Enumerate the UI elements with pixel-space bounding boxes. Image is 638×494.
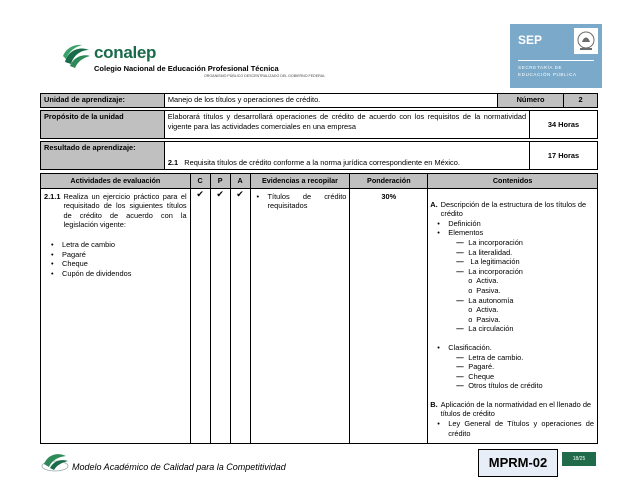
autonomia-list [456, 296, 594, 306]
activity-item: • Cupón de dividendos [48, 269, 187, 279]
activities-header-row [41, 174, 598, 189]
contenido-a-text: Descripción de la estructura de los títulos de crédito [440, 199, 587, 219]
proposito-horas: 34 Horas [530, 111, 598, 139]
header-p: P [210, 174, 230, 189]
sep-line-2: EDUCACIÓN PÚBLICA [518, 72, 577, 77]
contenido-item: • Clasificación. [434, 343, 594, 353]
contenido-b-items [434, 419, 594, 438]
contenido-a-letter: A. [430, 199, 438, 209]
incorporacion-sub [468, 276, 594, 295]
elemento-item: — La incorporación [456, 238, 594, 248]
activity-item: • Letra de cambio [48, 240, 187, 250]
unidad-label: Unidad de aprendizaje: [41, 94, 165, 108]
clasificacion-item: — Pagaré. [456, 362, 594, 372]
resultado-number: 2.1 [167, 158, 179, 168]
logo-wordmark: conalep [94, 43, 157, 62]
ponderacion-value: 30% [350, 188, 428, 443]
conalep-footer-emblem-icon [40, 448, 70, 474]
elemento-item: — La autonomía [456, 296, 594, 306]
activity-item: • Pagaré [48, 250, 187, 260]
clasificacion-item: — Letra de cambio. [456, 353, 594, 363]
header-actividades: Actividades de evaluación [41, 174, 191, 189]
elementos-list [456, 238, 594, 276]
activity-cell [41, 188, 191, 443]
sub-item: o Pasiva. [468, 286, 594, 296]
header-ponderacion: Ponderación [350, 174, 428, 189]
conalep-logo [62, 40, 332, 86]
activities-table [40, 173, 598, 444]
contenido-item: • Ley General de Títulos y operaciones de crédito [434, 419, 594, 438]
clasificacion-item: — Otros títulos de crédito [456, 381, 594, 391]
contenido-b-letter: B. [430, 399, 438, 409]
elemento-item: — La legitimación [456, 257, 594, 267]
unidad-row [40, 93, 598, 108]
header-c: C [190, 174, 210, 189]
activity-items [48, 240, 187, 278]
header-contenidos: Contenidos [428, 174, 598, 189]
unidad-value: Manejo de los títulos y operaciones de crédito. [164, 94, 497, 108]
activity-number: 2.1.1 [44, 191, 61, 201]
numero-value: 2 [564, 94, 598, 108]
activity-row [41, 188, 598, 443]
contenido-item: • Definición [434, 219, 594, 229]
activity-text: Realiza un ejercicio práctico para el requisitado de los siguientes títulos de crédito de acuerdo con la legislación vigente: [63, 191, 187, 230]
check-p: ✔ [210, 188, 230, 443]
conalep-emblem-icon [62, 42, 92, 70]
resultado-row [40, 141, 598, 170]
sub-item: o Activa. [468, 276, 594, 286]
proposito-row [40, 110, 598, 139]
elemento-item: — La circulación [456, 324, 594, 334]
contenidos-cell [428, 188, 598, 443]
sep-logo [510, 24, 602, 88]
elemento-item: — La literalidad. [456, 248, 594, 258]
sub-item: o Pasiva. [468, 315, 594, 325]
contenido-a-items [434, 219, 594, 238]
check-a: ✔ [230, 188, 250, 443]
resultado-value: Requisita títulos de crédito conforme a la norma jurídica correspondiente en México. [184, 158, 460, 168]
header-evidencias: Evidencias a recopilar [250, 174, 350, 189]
sep-divider [518, 60, 594, 61]
clasificacion-list [434, 343, 594, 353]
sub-item: o Activa. [468, 305, 594, 315]
resultado-cell [164, 142, 529, 170]
evidence-cell [250, 188, 350, 443]
footer-model-text: Modelo Académico de Calidad para la Competitividad [72, 462, 286, 472]
circulacion-list [456, 324, 594, 334]
logo-subtitle: ORGANISMO PÚBLICO DESCENTRALIZADO DEL GOBIERNO FEDERAL [204, 74, 326, 78]
resultado-label: Resultado de aprendizaje: [41, 142, 165, 170]
autonomia-sub [468, 305, 594, 324]
proposito-label: Propósito de la unidad [41, 111, 165, 139]
sep-line-1: SECRETARÍA DE [518, 65, 563, 70]
logo-institution-name: Colegio Nacional de Educación Profesional Técnica [94, 64, 279, 73]
check-c: ✔ [190, 188, 210, 443]
header-a: A [230, 174, 250, 189]
elemento-item: — La incorporación [456, 267, 594, 277]
evidence-list [254, 192, 347, 211]
contenido-b-text: Aplicación de la normatividad en el llenado de títulos de crédito [440, 399, 592, 419]
clasificacion-item: — Cheque [456, 372, 594, 382]
activity-item: • Cheque [48, 259, 187, 269]
evidence-item: • Títulos de crédito requisitados [254, 192, 347, 211]
proposito-value: Elaborará títulos y desarrollará operaciones de crédito de acuerdo con los requisitos de la normatividad vigente para las actividades comerciales en una empresa [164, 111, 529, 139]
page-number: 18/25 [562, 452, 596, 466]
resultado-horas: 17 Horas [530, 142, 598, 170]
numero-label: Número [498, 94, 564, 108]
mexican-seal-icon [574, 28, 598, 54]
contenido-item: • Elementos [434, 228, 594, 238]
clasificacion-items [456, 353, 594, 391]
sep-wordmark: SEP [518, 33, 543, 47]
document-code: MPRM-02 [478, 449, 558, 477]
